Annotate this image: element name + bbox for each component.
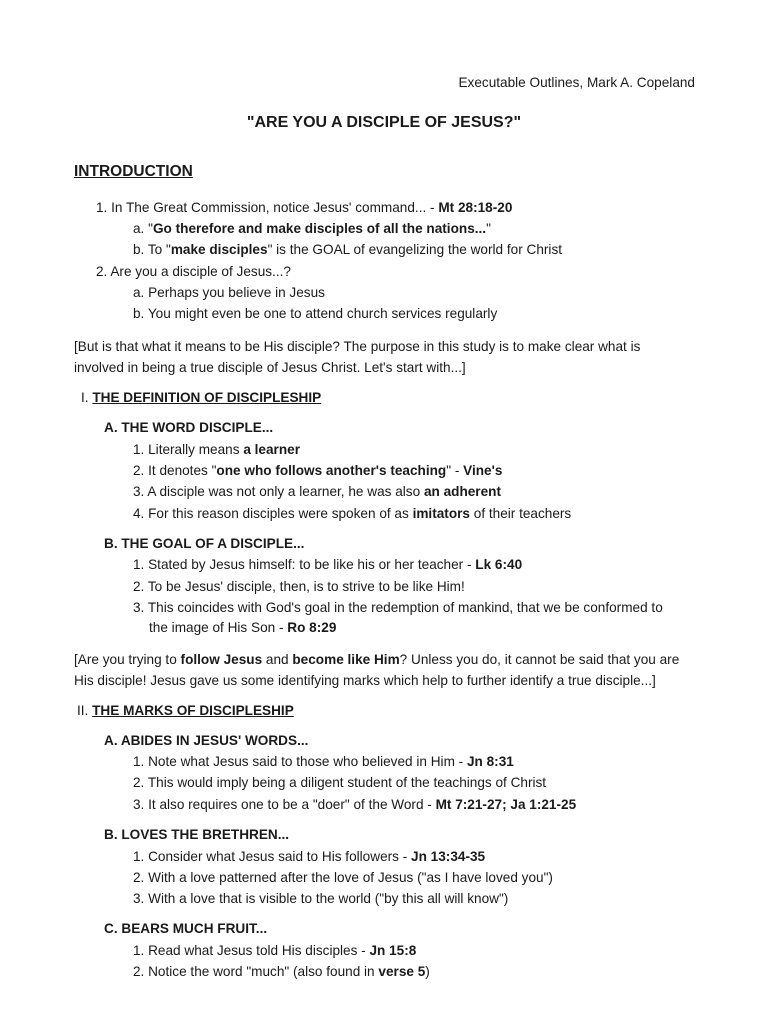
text-segment: " is the GOAL of evangelizing the world for Christ bbox=[267, 242, 563, 257]
text-segment: 1. Literally means bbox=[133, 442, 244, 457]
section-2-c-item-2 bbox=[133, 961, 430, 982]
intro-item-2b: b. You might even be one to attend church services regularly bbox=[133, 306, 498, 321]
intro-item-1-number: 1. bbox=[96, 200, 108, 215]
section-2-b-item-1 bbox=[133, 846, 485, 867]
text-segment: " - bbox=[446, 463, 464, 478]
intro-item-2a: a. Perhaps you believe in Jesus bbox=[133, 285, 325, 300]
section-2-a-item-2: 2. This would imply being a diligent student of the teachings of Christ bbox=[133, 775, 547, 790]
intro-item-1b bbox=[133, 239, 562, 260]
text-segment: ) bbox=[425, 964, 430, 979]
bold-segment: a learner bbox=[243, 442, 300, 457]
text-segment: 2. Notice the word "much" (also found in bbox=[133, 964, 379, 979]
subsection-label: A. THE WORD DISCIPLE... bbox=[104, 420, 274, 435]
subsection-label: B. LOVES THE BRETHREN... bbox=[104, 827, 290, 842]
scripture-ref: Mt 28:18-20 bbox=[438, 200, 513, 215]
section-1-a-item-1 bbox=[133, 439, 300, 460]
text-segment: 1. Read what Jesus told His disciples - bbox=[133, 943, 370, 958]
intro-item-1 bbox=[96, 197, 512, 218]
text-segment: 1. Stated by Jesus himself: to be like his or her teacher - bbox=[133, 557, 476, 572]
section-2-c-item-1 bbox=[133, 940, 416, 961]
section-numeral: I. bbox=[81, 390, 89, 405]
text-segment: 3. A disciple was not only a learner, he was also bbox=[133, 484, 424, 499]
section-2-b-item-2: 2. With a love patterned after the love of Jesus ("as I have loved you") bbox=[133, 870, 553, 885]
section-1-b-item-3: 3. This coincides with God's goal in the redemption of mankind, that we be conformed to bbox=[133, 600, 663, 615]
text-segment: " bbox=[486, 221, 491, 236]
scripture-ref: Ro 8:29 bbox=[287, 620, 337, 635]
section-1-heading bbox=[81, 387, 321, 408]
section-1-b-item-3-cont bbox=[149, 617, 336, 638]
text-segment: 1. Note what Jesus said to those who believed in Him - bbox=[133, 754, 467, 769]
section-2-a-label bbox=[104, 730, 308, 751]
intro-item-1a bbox=[133, 218, 491, 239]
bold-segment: one who follows another's teaching bbox=[216, 463, 447, 478]
introduction-heading: INTRODUCTION bbox=[74, 163, 193, 180]
section-2-c-label bbox=[104, 918, 267, 939]
section-2-b-label bbox=[104, 824, 289, 845]
scripture-ref: Mt 7:21-27; Ja 1:21-25 bbox=[435, 797, 577, 812]
text-segment: 2. It denotes " bbox=[133, 463, 217, 478]
text-segment: ? Unless you do, it cannot be said that you are His disciple! Jesus gave us some identifying marks which help to further identify a true disciple...] bbox=[74, 652, 680, 689]
source-header: Executable Outlines, Mark A. Copeland bbox=[458, 75, 695, 90]
bold-segment: follow Jesus bbox=[180, 652, 263, 667]
intro-transition: [But is that what it means to be His disciple? The purpose in this study is to make clear what is involved in being a true disciple of Jesus Christ. Let's start with...] bbox=[74, 339, 641, 376]
bold-segment: imitators bbox=[412, 506, 470, 521]
section-1-a-label bbox=[104, 417, 273, 438]
scripture-ref: Lk 6:40 bbox=[475, 557, 523, 572]
section-1-b-item-1 bbox=[133, 554, 522, 575]
intro-item-1-text: In The Great Commission, notice Jesus' command... - bbox=[111, 200, 439, 215]
text-segment: the image of His Son - bbox=[149, 620, 288, 635]
intro-item-2: 2. Are you a disciple of Jesus...? bbox=[96, 264, 291, 279]
section-1-a-item-4 bbox=[133, 503, 571, 524]
text-segment: and bbox=[262, 652, 293, 667]
section-1-b-item-2: 2. To be Jesus' disciple, then, is to strive to be like Him! bbox=[133, 579, 465, 594]
section-1-b-label bbox=[104, 533, 304, 554]
subsection-label: C. BEARS MUCH FRUIT... bbox=[104, 921, 268, 936]
text-segment: of their teachers bbox=[469, 506, 572, 521]
scripture-ref: Jn 8:31 bbox=[466, 754, 514, 769]
section-2-a-item-3 bbox=[133, 794, 576, 815]
page-title: "ARE YOU A DISCIPLE OF JESUS?" bbox=[246, 114, 522, 131]
section-title: THE DEFINITION OF DISCIPLESHIP bbox=[92, 390, 322, 405]
text-segment: a. " bbox=[133, 221, 153, 236]
bold-segment: make disciples bbox=[170, 242, 268, 257]
text-segment: b. To " bbox=[133, 242, 171, 257]
bold-segment: become like Him bbox=[292, 652, 400, 667]
section-2-a-item-1 bbox=[133, 751, 514, 772]
scripture-ref: Vine's bbox=[463, 463, 503, 478]
section-numeral: II. bbox=[77, 703, 89, 718]
bold-segment: an adherent bbox=[423, 484, 501, 499]
text-segment: 3. It also requires one to be a "doer" of the Word - bbox=[133, 797, 436, 812]
scripture-ref: Jn 15:8 bbox=[369, 943, 417, 958]
section-title: THE MARKS OF DISCIPLESHIP bbox=[92, 703, 294, 718]
section-1-a-item-2 bbox=[133, 460, 502, 481]
section-2-b-item-3: 3. With a love that is visible to the world ("by this all will know") bbox=[133, 891, 509, 906]
text-segment: 4. For this reason disciples were spoken of as bbox=[133, 506, 413, 521]
text-segment: [Are you trying to bbox=[74, 652, 181, 667]
bold-segment: verse 5 bbox=[378, 964, 426, 979]
section-1-a-item-3 bbox=[133, 481, 501, 502]
section-1-transition bbox=[74, 649, 694, 692]
bold-segment: Go therefore and make disciples of all the nations... bbox=[152, 221, 487, 236]
scripture-ref: Jn 13:34-35 bbox=[411, 849, 486, 864]
section-2-heading bbox=[77, 700, 294, 721]
subsection-label: A. ABIDES IN JESUS' WORDS... bbox=[104, 733, 309, 748]
text-segment: 1. Consider what Jesus said to His followers - bbox=[133, 849, 412, 864]
subsection-label: B. THE GOAL OF A DISCIPLE... bbox=[104, 536, 305, 551]
